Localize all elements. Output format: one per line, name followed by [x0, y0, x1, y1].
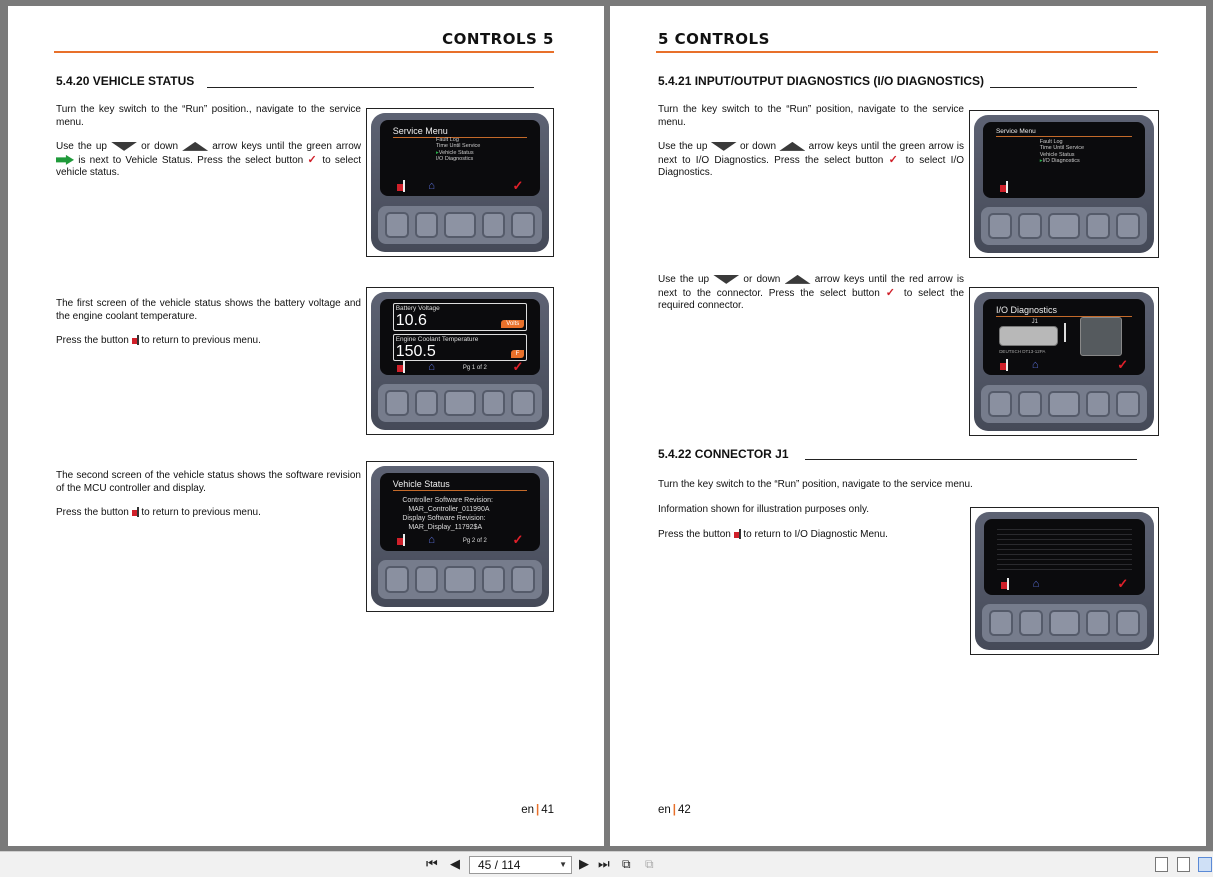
arrow-keys	[1048, 213, 1080, 239]
previous-page-button[interactable]: ◀	[450, 856, 460, 871]
menu-list	[436, 137, 480, 163]
menu-list	[1040, 139, 1084, 165]
section-rule	[990, 87, 1137, 88]
display-illustration-service-menu	[366, 108, 554, 257]
copy-icon[interactable]: ⧉	[622, 857, 631, 871]
screen-title: Vehicle Status	[393, 479, 528, 491]
soft-key	[1018, 213, 1042, 239]
screen-footer	[388, 178, 532, 192]
label: Display Software Revision:	[402, 515, 486, 523]
soft-key	[1019, 610, 1043, 636]
page-header: 5 CONTROLS	[658, 30, 770, 48]
paragraph	[658, 141, 964, 180]
home-icon: ⌂	[428, 179, 435, 192]
continuous-view-icon[interactable]	[1177, 857, 1190, 872]
back-icon	[132, 507, 139, 517]
paragraph: The second screen of the vehicle status shows the software revision of the MCU controller and display.	[56, 470, 361, 494]
screen-title: I/O Diagnostics	[996, 305, 1132, 317]
soft-key	[385, 390, 408, 416]
up-key-icon	[779, 142, 805, 151]
soft-key	[482, 390, 505, 416]
paste-icon[interactable]: ⧉	[645, 857, 654, 871]
down-key-icon	[713, 275, 739, 284]
header-rule	[54, 51, 554, 53]
soft-key	[1018, 391, 1042, 417]
text: to select the required connector.	[658, 287, 965, 311]
text: to select vehicle status.	[56, 154, 362, 178]
page-indicator: Pg 1 of 2	[462, 365, 487, 372]
connector-icon	[999, 326, 1057, 346]
text-block-3a	[658, 479, 988, 504]
menu-item: Vehicle Status	[1039, 151, 1075, 158]
device-screen	[380, 299, 540, 375]
text: to return to previous menu.	[141, 507, 261, 518]
connector-caption: DEUTSCH DT13-12PA	[999, 349, 1046, 355]
next-page-button[interactable]: ▶	[579, 856, 589, 871]
menu-item: ▸I/O Diagnostics	[1039, 158, 1080, 165]
page-field-value: 45 / 114	[478, 858, 521, 872]
check-icon: ✓	[512, 177, 524, 193]
paragraph	[658, 529, 958, 542]
checkmark-icon: ✓	[307, 153, 319, 166]
back-icon	[397, 180, 405, 192]
text-block-1	[658, 104, 964, 192]
page-number: en | 42	[658, 804, 691, 816]
first-page-button[interactable]: ⏮	[426, 856, 438, 871]
paragraph: Information shown for illustration purposes only.	[658, 504, 870, 515]
down-key-icon	[711, 142, 737, 151]
two-page-view-icon[interactable]	[1198, 857, 1212, 872]
soft-key	[415, 566, 438, 593]
page-number-field[interactable]	[469, 856, 572, 874]
arrow-up-icon	[1064, 323, 1066, 341]
single-page-view-icon[interactable]	[1155, 857, 1168, 872]
checkmark-icon: ✓	[888, 153, 901, 166]
arrow-keys	[1049, 610, 1080, 636]
check-icon: ✓	[512, 531, 524, 547]
display-illustration-io-diagnostics	[969, 287, 1159, 436]
home-icon: ⌂	[1032, 578, 1040, 591]
screen-footer	[991, 357, 1137, 371]
section-rule	[805, 459, 1137, 460]
text-block-2	[658, 274, 964, 325]
text: to return to I/O Diagnostic Menu.	[743, 528, 888, 540]
soft-key	[1116, 213, 1140, 239]
text-block-3	[56, 470, 361, 532]
page-indicator: Pg 2 of 2	[462, 537, 487, 544]
page-41	[8, 6, 604, 846]
section-title: 5.4.20 VEHICLE STATUS	[56, 74, 195, 88]
soft-key	[511, 390, 534, 416]
screen-footer	[991, 179, 1137, 193]
display-illustration-vehicle-status	[366, 461, 554, 612]
value: MAR_Controller_011990A	[408, 506, 490, 514]
page-lang: en	[658, 804, 671, 816]
up-key-icon	[785, 275, 811, 284]
text: Press the button	[56, 335, 129, 346]
soft-key	[415, 390, 438, 416]
soft-key	[989, 610, 1013, 636]
text: arrow keys until the green arrow	[212, 141, 362, 152]
text: Press the button	[658, 528, 731, 540]
soft-key	[1086, 213, 1110, 239]
text: Use the up	[56, 141, 107, 152]
home-icon: ⌂	[428, 361, 435, 374]
coolant-temp-box	[393, 334, 528, 361]
soft-key	[1086, 391, 1110, 417]
page-number-value: 42	[678, 804, 691, 816]
arrow-keys	[1048, 391, 1080, 417]
soft-key	[415, 212, 438, 238]
paragraph: The first screen of the vehicle status shows the battery voltage and the engine coolant temperature.	[56, 298, 361, 322]
keypad	[981, 385, 1147, 423]
display-illustration-battery	[366, 287, 554, 435]
section-title: 5.4.22 CONNECTOR J1	[658, 447, 789, 461]
back-icon	[397, 534, 405, 546]
display-illustration-connector-j1	[970, 507, 1159, 655]
up-key-icon	[182, 142, 208, 151]
device-body	[974, 292, 1154, 431]
arrow-keys	[444, 566, 475, 593]
green-arrow-icon	[56, 155, 74, 165]
check-icon: ✓	[512, 359, 524, 375]
device-body	[371, 113, 549, 252]
back-icon	[132, 335, 139, 345]
battery-voltage-box	[393, 303, 528, 330]
value: MAR_Display_11792$A	[408, 524, 483, 532]
label: Battery Voltage	[395, 305, 440, 313]
device-screen	[984, 519, 1145, 595]
paragraph	[56, 335, 361, 348]
back-icon	[1001, 578, 1009, 590]
chevron-down-icon[interactable]: ▼	[559, 860, 567, 869]
paragraph	[56, 141, 361, 180]
text-block-1	[56, 104, 361, 192]
screen-footer	[388, 359, 532, 373]
menu-item: ▸Vehicle Status	[435, 149, 474, 156]
paragraph: Turn the key switch to the “Run” position., navigate to the service menu.	[56, 104, 361, 128]
text: arrow keys until the red arrow is next to the connector. Press the select button	[658, 274, 965, 299]
unit-badge: F	[511, 350, 525, 358]
screen-title: Service Menu	[393, 126, 528, 138]
paragraph: Turn the key switch to the “Run” position, navigate to the service menu.	[658, 104, 964, 128]
value: 150.5	[395, 342, 436, 360]
value: 10.6	[395, 312, 427, 330]
menu-item: Time Until Service	[1039, 145, 1085, 152]
screen-title: Service Menu	[996, 128, 1132, 137]
label: Controller Software Revision:	[402, 497, 493, 505]
check-icon: ✓	[1117, 356, 1129, 372]
soft-key	[1086, 610, 1110, 636]
paragraph: Turn the key switch to the “Run” position, navigate to the service menu.	[658, 479, 973, 490]
unit-badge: Volts	[501, 320, 524, 328]
soft-key	[385, 566, 408, 593]
keypad	[982, 604, 1147, 641]
menu-item: I/O Diagnostics	[435, 156, 474, 163]
label: Engine Coolant Temperature	[395, 335, 479, 343]
soft-key	[385, 212, 408, 238]
soft-key	[988, 213, 1012, 239]
soft-key	[482, 566, 505, 593]
controller-icon	[1080, 317, 1122, 355]
page-number-value: 41	[541, 804, 554, 816]
back-icon	[397, 361, 405, 373]
paragraph	[658, 274, 964, 313]
connector-table	[997, 525, 1132, 572]
viewer-toolbar	[0, 851, 1213, 877]
text-block-2	[56, 298, 361, 360]
keypad	[378, 560, 542, 598]
soft-key	[1116, 391, 1140, 417]
text: Use the up	[658, 141, 708, 152]
text: or down	[141, 141, 179, 152]
page-number: en | 41	[521, 804, 554, 816]
home-icon: ⌂	[1031, 358, 1039, 371]
section-rule	[207, 87, 534, 88]
device-screen	[983, 299, 1145, 375]
software-revisions	[402, 496, 493, 532]
text: arrow keys until the green arrow is next to I/O Diagnostics. Press the select button	[658, 141, 965, 166]
header-rule	[656, 51, 1158, 53]
text: Press the button	[56, 507, 129, 518]
check-icon: ✓	[1117, 576, 1129, 592]
keypad	[981, 207, 1147, 244]
text: Use the up	[658, 274, 710, 285]
back-icon	[734, 529, 741, 539]
paragraph	[56, 507, 361, 520]
device-body	[371, 466, 549, 607]
soft-key	[1116, 610, 1140, 636]
connector-label: J1	[1031, 318, 1038, 325]
device-screen	[380, 120, 540, 196]
device-body	[975, 512, 1154, 650]
display-illustration-service-menu	[969, 110, 1159, 258]
device-screen	[983, 122, 1145, 198]
text: is next to Vehicle Status. Press the select button	[78, 154, 304, 166]
device-body	[974, 115, 1154, 253]
keypad	[378, 384, 542, 421]
page-header: CONTROLS 5	[442, 30, 554, 48]
soft-key	[511, 566, 534, 593]
screen-footer	[388, 532, 532, 546]
back-icon	[1000, 359, 1008, 371]
device-screen	[380, 473, 540, 551]
menu-item: Time Until Service	[435, 143, 481, 150]
text: or down	[743, 274, 781, 285]
home-icon: ⌂	[428, 533, 435, 546]
last-page-button[interactable]: ⏭	[598, 856, 610, 871]
text-block-3b	[658, 504, 958, 553]
screen-footer	[992, 576, 1137, 590]
menu-item: Fault Log	[1039, 138, 1063, 145]
section-title: 5.4.21 INPUT/OUTPUT DIAGNOSTICS (I/O DIAGNOSTICS)	[658, 74, 985, 88]
soft-key	[482, 212, 505, 238]
menu-item: Fault Log	[435, 136, 459, 143]
soft-key	[511, 212, 534, 238]
device-body	[371, 292, 549, 430]
page-42	[610, 6, 1206, 846]
text: to select I/O Diagnostics.	[658, 154, 965, 178]
keypad	[378, 206, 542, 244]
arrow-keys	[444, 390, 475, 416]
arrow-keys	[444, 212, 475, 238]
page-lang: en	[521, 804, 534, 816]
down-key-icon	[111, 142, 137, 151]
soft-key	[988, 391, 1012, 417]
checkmark-icon: ✓	[885, 286, 899, 299]
text: or down	[739, 141, 777, 152]
back-icon	[1000, 181, 1008, 193]
text: to return to previous menu.	[141, 335, 261, 346]
